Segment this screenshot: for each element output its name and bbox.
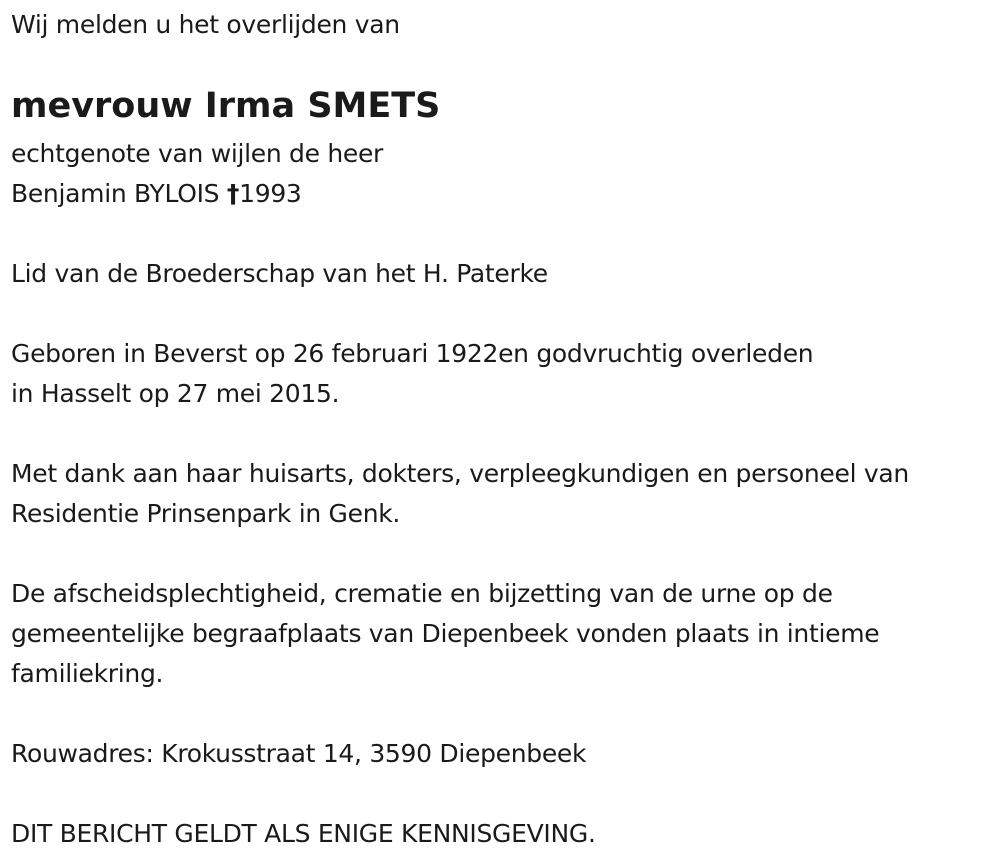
membership-text: Lid van de Broederschap van het H. Paterke xyxy=(11,259,548,288)
spouse-name-line xyxy=(11,174,302,214)
spouse-line: echtgenote van wijlen de heer xyxy=(11,139,384,168)
thanks-line-1: Met dank aan haar huisarts, dokters, verpleegkundigen en personeel van xyxy=(11,459,909,488)
birth-death-line-2: in Hasselt op 27 mei 2015. xyxy=(11,379,340,408)
ceremony-line-3: familiekring. xyxy=(11,659,164,688)
mourning-address: Rouwadres: Krokusstraat 14, 3590 Diepenbeek xyxy=(11,739,587,768)
cross-icon: † xyxy=(226,179,240,208)
spouse-death-year: 1993 xyxy=(239,179,302,208)
closing-text: DIT BERICHT GELDT ALS ENIGE KENNISGEVING. xyxy=(11,819,596,848)
ceremony-line-2: gemeentelijke begraafplaats van Diepenbeek vonden plaats in intieme xyxy=(11,619,880,648)
intro-text: Wij melden u het overlijden van xyxy=(11,10,400,39)
spouse-name: Benjamin BYLOIS xyxy=(11,179,220,208)
deceased-name: mevrouw Irma SMETS xyxy=(11,86,441,126)
thanks-line-2: Residentie Prinsenpark in Genk. xyxy=(11,499,401,528)
ceremony-line-1: De afscheidsplechtigheid, crematie en bijzetting van de urne op de xyxy=(11,579,833,608)
birth-death-line-1: Geboren in Beverst op 26 februari 1922en godvruchtig overleden xyxy=(11,339,814,368)
